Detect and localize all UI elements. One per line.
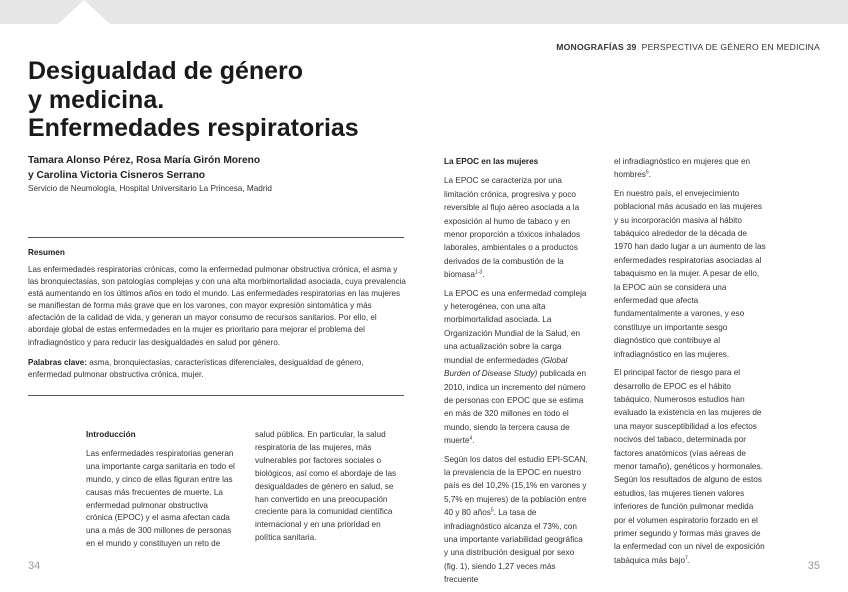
epoc-paragraph-3: Según los datos del estudio EPI-SCAN, la prevalencia de la EPOC en nuestro país es del 10,2% (15,1% en varones y 5,7% en mujeres) de la población entre 40 y 80 años$^5$. La tasa de infradiagnóstico alcanza el 73%, con una importante variabilidad geográfica y una distribución desigual por sexo (fig. 1), siendo 1,27 veces más frecuente bbox=[444, 454, 588, 585]
epoc-column-1 bbox=[444, 155, 589, 592]
page-number-left: 34 bbox=[28, 560, 41, 572]
intro-column-2 bbox=[255, 429, 405, 550]
title-line: Enfermedades respiratorias bbox=[28, 114, 359, 142]
running-header bbox=[556, 42, 820, 52]
authors bbox=[28, 153, 408, 183]
abstract-bottom-rule bbox=[28, 395, 404, 396]
series-label: MONOGRAFÍAS 39 bbox=[556, 42, 637, 52]
title-line: y medicina. bbox=[28, 85, 165, 114]
top-header-band bbox=[0, 0, 848, 24]
abstract-top-rule bbox=[28, 237, 404, 238]
epoc-heading: La EPOC en las mujeres bbox=[444, 157, 539, 166]
author-line: y Carolina Victoria Cisneros Serrano bbox=[28, 170, 206, 181]
page-number-right: 35 bbox=[807, 560, 820, 572]
keywords bbox=[28, 357, 406, 381]
intro-heading: Introducción bbox=[86, 430, 136, 439]
abstract-body: Las enfermedades respiratorias crónicas, como la enfermedad pulmonar obstructiva crónica, el asma y las bronquiectasias, son patologías complejas y con una alta morbimortalidad asociada, cuya prevalencia está aumentando en los últimos años en todo el mundo. Las enfermedades respiratorias en las mujeres se manifiestan de forma más grave que en los varones, con mayor expresión sintomática y más afectación de la calidad de vida, y generan un mayor consumo de recursos sanitarios. Por ello, el abordaje global de estas enfermedades en la mujer es prioritario para mejorar el problema del infradiagnóstico y para reducir las desigualdades en salud por género. bbox=[28, 265, 406, 347]
epoc-paragraph-5: En nuestro país, el envejecimiento poblacional más acusado en las mujeres y su incorporación masiva al hábito tabáquico alrededor de la década de 1970 han dado lugar a un aumento de las enfermedades respiratorias asociadas al tabaquismo en la mujer. A pesar de ello, la EPOC aún se considera una enfermedad que afecta fundamentalmente a varones, y eso constituye un importante sesgo diagnóstico que contribuye al infradiagnóstico en las mujeres. bbox=[614, 188, 766, 359]
epoc-column-2 bbox=[614, 155, 766, 572]
epoc-paragraph-4: el infradiagnóstico en mujeres que en hombres$^6$. bbox=[614, 157, 751, 180]
intro-paragraph-2: salud pública. En particular, la salud respiratoria de las mujeres, más vulnerables por factores sociales o biológicos, así como el abordaje de las desigualdades de género en salud, se han convertido en una preocupación creciente para la comunidad científica internacional y en una prioridad en política sanitaria. bbox=[255, 430, 397, 543]
abstract-heading: Resumen bbox=[28, 248, 65, 257]
keywords-text: asma, bronquiectasias, características diferenciales, desigualdad de género, enfermedad pulmonar obstructiva crónica, mujer. bbox=[28, 358, 364, 380]
article-title bbox=[28, 57, 428, 143]
author-line: Tamara Alonso Pérez, Rosa María Girón Moreno bbox=[28, 155, 261, 166]
intro-column-1 bbox=[86, 429, 236, 556]
epoc-paragraph-6: El principal factor de riesgo para el desarrollo de EPOC es el hábito tabáquico. Numerosos estudios han evaluado la existencia en las mujeres de una mayor susceptibilidad a los efectos nocivos del tabaco, determinada por factores anatómicos (vías aéreas de menor tamaño), genéticos y hormonales. Según los resultados de alguno de estos estudios, las mujeres tienen valores inferiores de función pulmonar medida por el volumen espiratorio forzado en el primer segundo y formas más graves de la enfermedad con un nivel de exposición tabáquica más bajo$^7$. bbox=[614, 368, 765, 565]
series-subtitle: PERSPECTIVA DE GÉNERO EN MEDICINA bbox=[641, 42, 820, 52]
keywords-label: Palabras clave: bbox=[28, 358, 87, 367]
epoc-paragraph-1: La EPOC se caracteriza por una limitación crónica, progresiva y poco reversible al flujo aéreo asociada a la exposición al humo de tabaco y en menor proporción a tóxicos inhalados laborales, ambientales o a productos derivados de la combustión de la biomasa$^{1-3}$. bbox=[444, 176, 581, 280]
intro-paragraph-1: Las enfermedades respiratorias generan una importante carga sanitaria en todo el mundo, y cinco de ellas figuran entre las causas más frecuentes de muerte. La enfermedad pulmonar obstructiva crónica (EPOC) y el asma afectan cada una a más de 300 millones de personas en el mundo y constituyen un reto de bbox=[86, 448, 235, 549]
header-tab-notch bbox=[58, 0, 110, 24]
title-line: Desigualdad de género bbox=[28, 57, 304, 85]
epoc-paragraph-2: La EPOC es una enfermedad compleja y heterogénea, con una alta morbimortalidad asociada. La Organización Mundial de la Salud, en una actualización sobre la carga mundial de enfermedades (Global Burden of Disease Study) publicada en 2010, indica un incremento del número de personas con EPOC que se estima en más de 320 millones en todo el mundo, siendo la tercera causa de muerte$^4$. bbox=[444, 288, 587, 446]
affiliation: Servicio de Neumología, Hospital Universitario La Princesa, Madrid bbox=[28, 184, 272, 193]
